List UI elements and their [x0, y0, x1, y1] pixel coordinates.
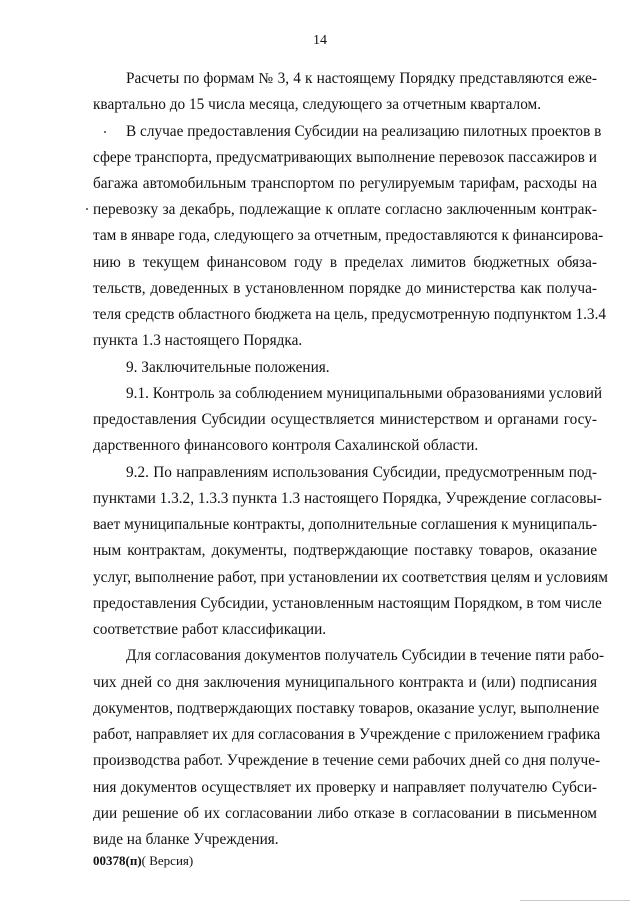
document-code — [93, 853, 193, 869]
text-line: сфере транспорта, предусматривающих выполнение перевозок пассажиров и — [93, 148, 597, 166]
text-line: 9.1. Контроль за соблюдением муниципальными образованиями условий — [126, 384, 603, 402]
text-line: услуг, выполнение работ, при установлении их соответствия целям и условиям — [93, 568, 608, 586]
text-line: нию в текущем финансовом году в пределах лимитов бюджетных обяза- — [93, 253, 597, 271]
text-line: 9.2. По направлениям использования Субсидии, предусмотренным под- — [126, 463, 597, 481]
document-version: ( Версия) — [141, 853, 194, 868]
page-number: 14 — [313, 33, 327, 48]
text-line: вает муниципальные контракты, дополнительные соглашения к муниципаль- — [93, 516, 598, 534]
text-line: чих дней со дня заключения муниципального контракта и (или) подписания — [93, 673, 597, 691]
text-line: дарственного финансового контроля Сахалинской области. — [93, 437, 479, 455]
text-line: предоставления Субсидии осуществляется министерством и органами госу- — [93, 411, 597, 429]
text-line: там в январе года, следующего за отчетным, предоставляются к финансирова- — [93, 227, 604, 245]
text-line: ния документов осуществляет их проверку и направляет получателю Субси- — [93, 778, 597, 796]
text-line: тельств, доведенных в установленном порядке до министерства как получа- — [93, 279, 597, 297]
text-line: В случае предоставления Субсидии на реализацию пилотных проектов в — [126, 122, 602, 140]
text-line: ным контрактам, документы, подтверждающие поставку товаров, оказание — [93, 542, 597, 560]
document-code-number: 00378(п) — [93, 853, 142, 868]
text-line: виде на бланке Учреждения. — [93, 831, 279, 848]
text-line: пунктами 1.3.2, 1.3.3 пункта 1.3 настоящего Порядка, Учреждение согласовы- — [93, 489, 602, 507]
text-line: соответствие работ классификации. — [93, 621, 327, 639]
text-line: документов, подтверждающих поставку товаров, оказание услуг, выполнение — [93, 699, 600, 717]
scan-edge-line — [520, 900, 630, 901]
text-line: Для согласования документов получатель Субсидии в течение пяти рабо- — [126, 647, 605, 665]
text-line: квартально до 15 числа месяца, следующего за отчетным кварталом. — [93, 96, 542, 114]
text-line: производства работ. Учреждение в течение семи рабочих дней со дня получе- — [93, 752, 601, 770]
text-line: дии решение об их согласовании либо отказе в согласовании в письменном — [93, 804, 597, 822]
text-line: багажа автомобильным транспортом по регулируемым тарифам, расходы на — [93, 175, 597, 192]
text-line: предоставления Субсидии, установленным настоящим Порядком, в том числе — [93, 594, 602, 612]
section-heading: 9. Заключительные положения. — [126, 358, 330, 376]
text-line: перевозку за декабрь, подлежащие к оплате согласно заключенным контрак- — [93, 201, 597, 219]
scan-speck — [86, 208, 88, 210]
text-line: теля средств областного бюджета на цель, предусмотренную подпунктом 1.3.4 — [93, 306, 607, 324]
scan-speck — [104, 131, 106, 133]
text-line: Расчеты по формам № 3, 4 к настоящему Порядку представляются еже- — [126, 70, 597, 87]
text-line: работ, направляет их для согласования в Учреждение с приложением графика — [93, 726, 601, 743]
text-line: пункта 1.3 настоящего Порядка. — [93, 332, 303, 350]
